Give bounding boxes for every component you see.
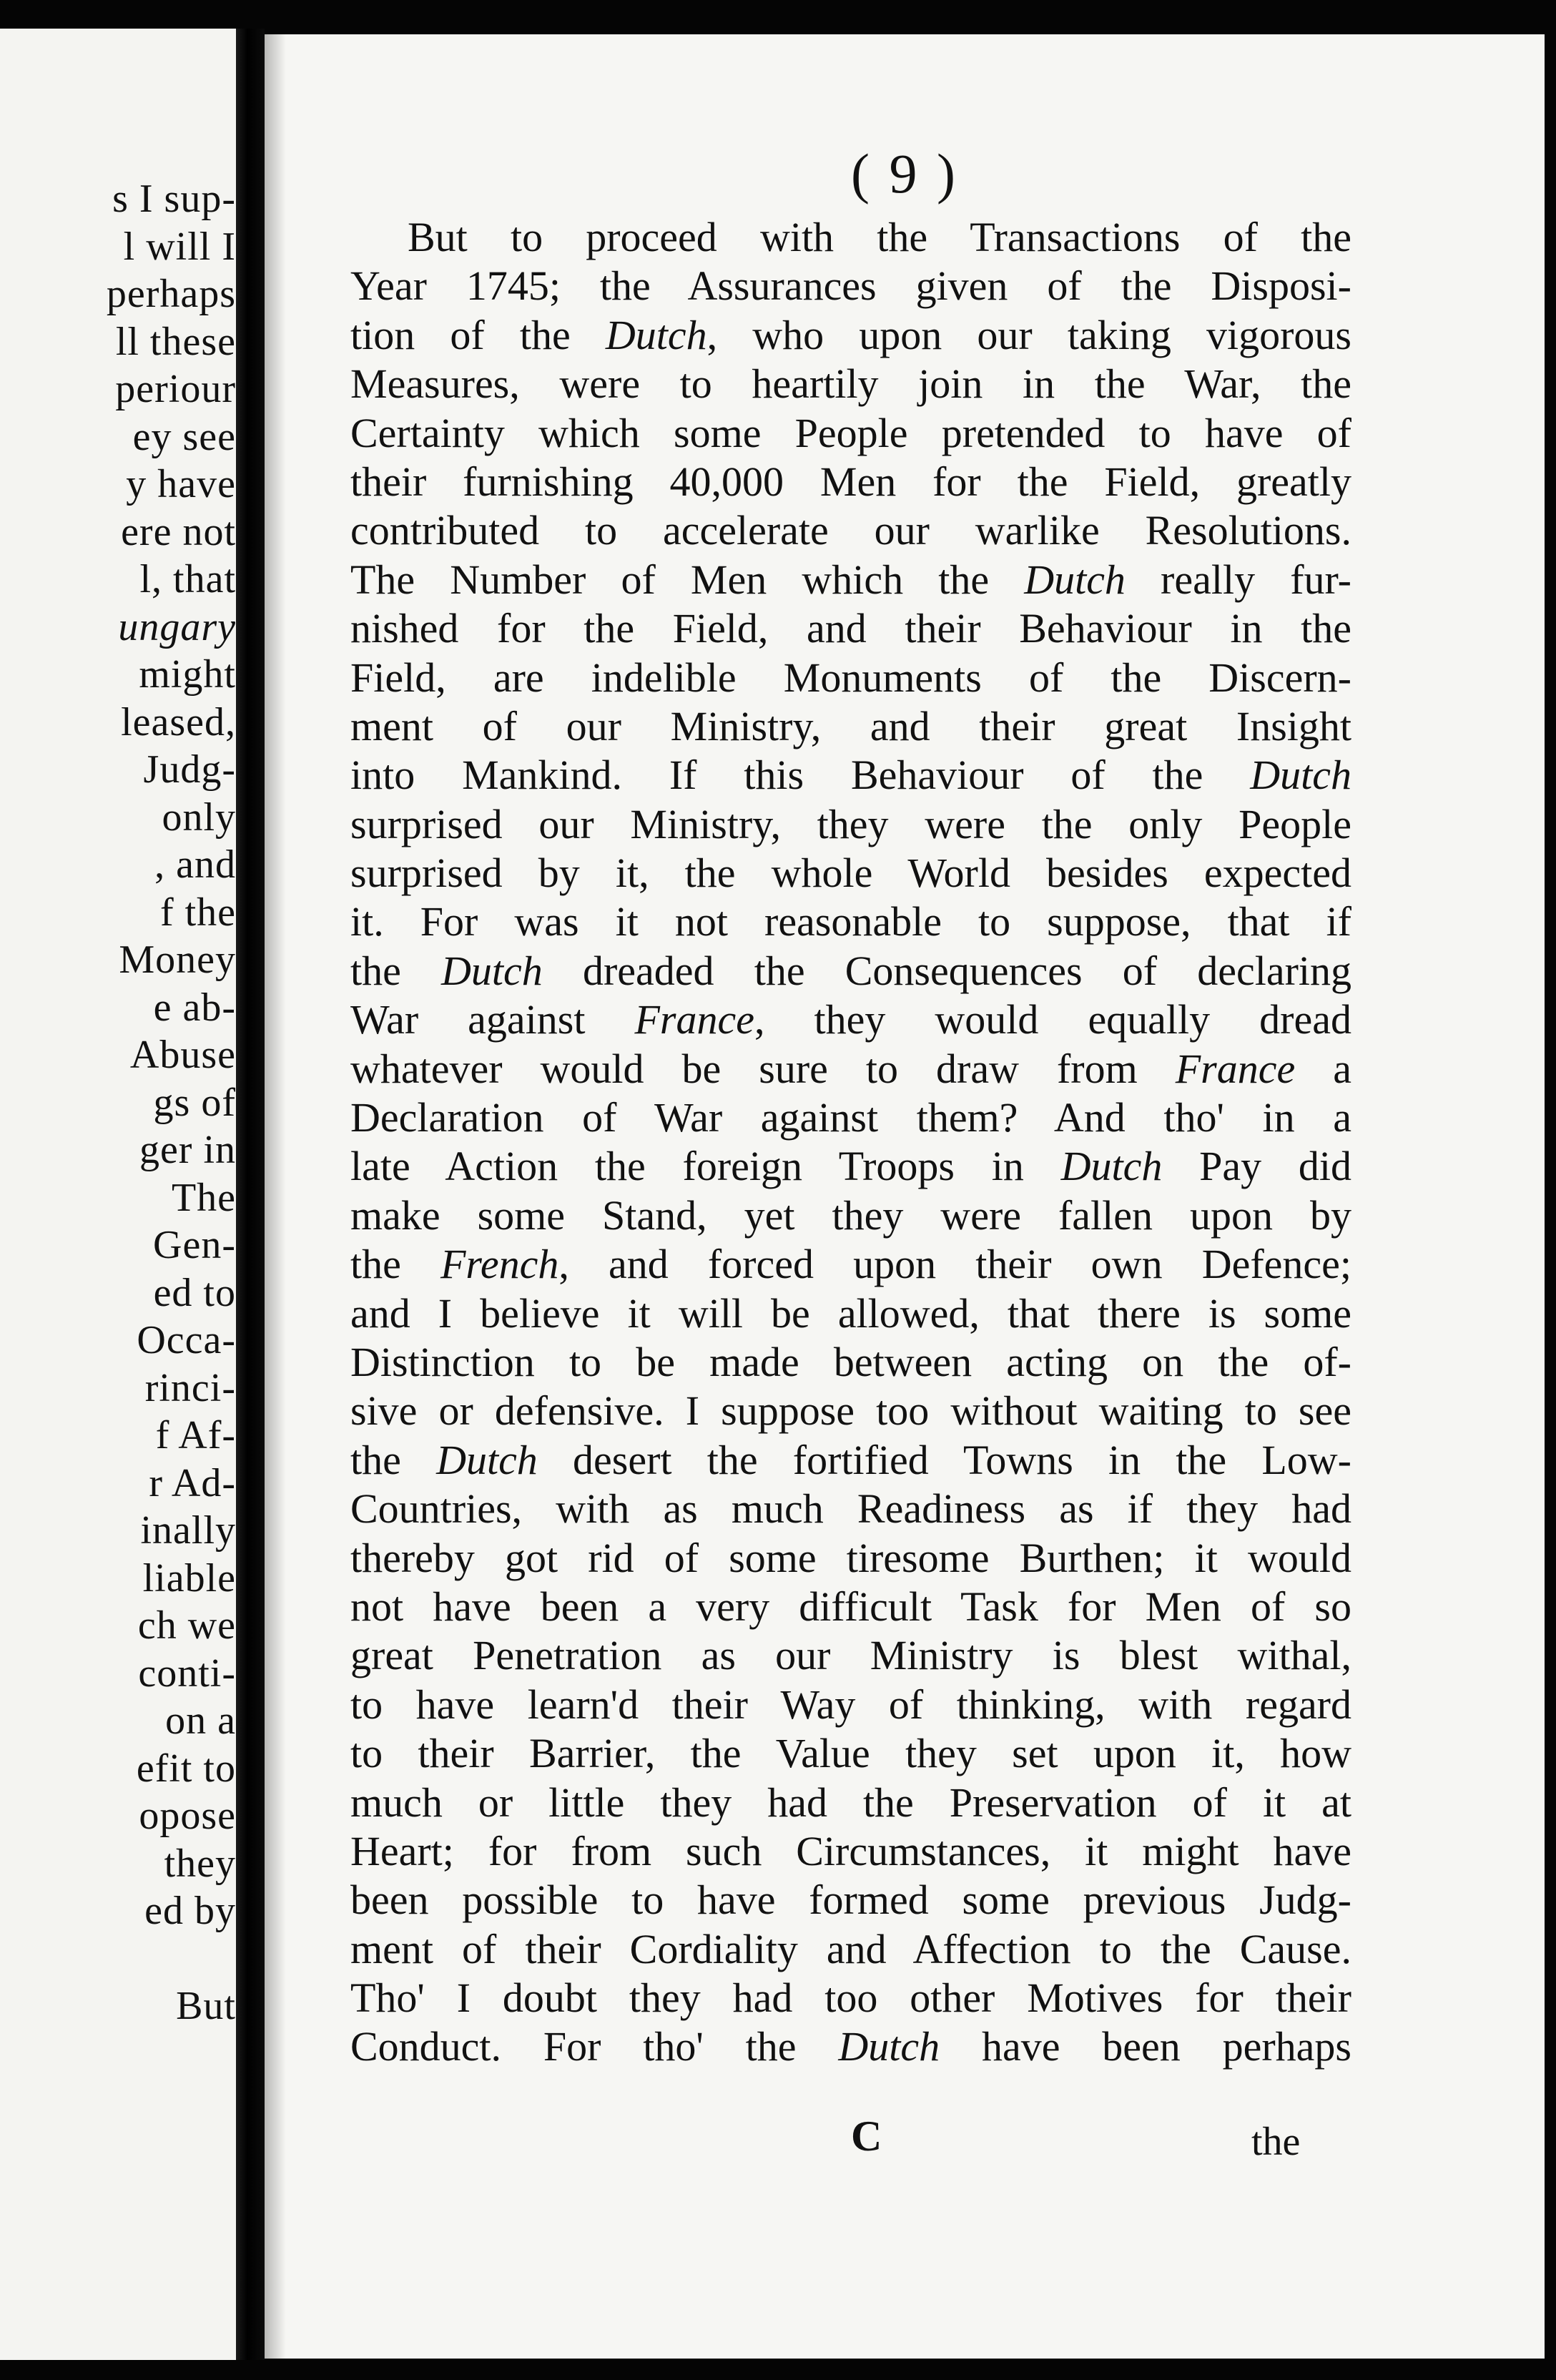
left-page-line: f Af- [155,1413,236,1457]
left-page-line: e ab- [153,985,236,1030]
body-line: Conduct. For tho' the Dutch have been perhaps [350,2023,1351,2070]
body-line: the Dutch desert the fortified Towns in the Low- [350,1436,1351,1483]
body-line: Tho' I doubt they had too other Motives for their [350,1975,1351,2022]
body-line: to their Barrier, the Value they set upon it, how [350,1730,1351,1777]
left-page-line: conti- [138,1651,236,1696]
left-page-line: Judg- [143,747,236,792]
body-line: to have learn'd their Way of thinking, with regard [350,1681,1351,1728]
body-line: into Mankind. If this Behaviour of the Dutch [350,752,1351,799]
left-page-line: ger in [139,1128,236,1172]
left-page-line: opose [139,1794,236,1838]
left-page-line: Money [119,938,236,982]
body-line: their furnishing 40,000 Men for the Field, greatly [350,458,1351,505]
left-page-line: The [171,1175,236,1220]
body-line: thereby got rid of some tiresome Burthen; it would [350,1534,1351,1581]
left-page-line: they [164,1841,236,1886]
left-page-line: r Ad- [149,1460,236,1505]
left-page-line: But [176,1984,236,2028]
left-page-line: on a [165,1698,236,1743]
body-line: tion of the Dutch, who upon our taking vigorous [350,311,1351,358]
body-line: Field, are indelible Monuments of the Discern- [350,654,1351,701]
left-page-line: perhaps [106,272,236,316]
body-line: Declaration of War against them? And tho' in a [350,1094,1351,1141]
body-line: ment of their Cordiality and Affection to the Cause. [350,1925,1351,1972]
left-page-line: ere not [121,509,236,554]
left-page-line: only [162,795,236,840]
body-line: nished for the Field, and their Behaviour in the [350,605,1351,652]
left-page-line: Occa- [137,1318,236,1362]
page-number: ( 9 ) [851,142,958,205]
body-text [350,213,1351,2072]
body-line: great Penetration as our Ministry is blest withal, [350,1632,1351,1679]
body-line: it. For was it not reasonable to suppose, that if [350,898,1351,945]
body-line: been possible to have formed some previous Judg- [350,1877,1351,1924]
body-line: But to proceed with the Transactions of the [408,214,1351,260]
left-page-line: ungary [118,604,236,649]
body-line: sive or defensive. I suppose too without waiting to see [350,1387,1351,1435]
left-page-line: gs of [153,1080,236,1125]
signature-mark: C [851,2113,882,2160]
catchword: the [1251,2120,1301,2164]
body-line: make some Stand, yet they were fallen upon by [350,1191,1351,1239]
left-page-line: , and [154,842,236,887]
left-page-line: inally [140,1508,236,1553]
body-line: Distinction to be made between acting on the of- [350,1338,1351,1385]
left-page-line: ey see [132,414,236,459]
body-line: ment of our Ministry, and their great Insight [350,702,1351,749]
left-page-line: l, that [139,557,236,601]
book-gutter [236,29,265,2360]
left-page-fragment [0,29,236,2360]
left-page-line: y have [126,462,236,506]
left-page-line: ed to [153,1270,236,1315]
body-line: The Number of Men which the Dutch really fur- [350,556,1351,603]
body-line: much or little they had the Preservation of it at [350,1779,1351,1826]
body-line: Measures, were to heartily join in the War, the [350,360,1351,408]
body-line: whatever would be sure to draw from France a [350,1045,1351,1092]
left-page-line: efit to [136,1746,236,1791]
left-page-line: periour [115,367,236,411]
left-page-line: might [139,652,236,697]
left-page-line: liable [142,1555,236,1600]
body-line: contributed to accelerate our warlike Resolutions. [350,507,1351,554]
left-page-line: s I sup- [112,177,236,221]
body-line: Countries, with as much Readiness as if they had [350,1485,1351,1533]
body-line: Heart; for from such Circumstances, it might have [350,1827,1351,1874]
left-page-line: rinci- [144,1365,236,1410]
left-page-line: l will I [123,224,236,269]
body-line: Year 1745; the Assurances given of the Disposi- [350,262,1351,310]
left-page-line: ed by [144,1889,236,1933]
body-line: and I believe it will be allowed, that there is some [350,1289,1351,1337]
body-line: the French, and forced upon their own Defence; [350,1241,1351,1288]
left-page-line: Gen- [153,1223,236,1267]
page-shadow [265,34,286,2359]
body-line: surprised by it, the whole World besides expected [350,850,1351,897]
body-line: War against France, they would equally dread [350,996,1351,1043]
body-line: the Dutch dreaded the Consequences of declaring [350,947,1351,994]
left-page-line: f the [159,890,236,935]
body-line: late Action the foreign Troops in Dutch Pay did [350,1143,1351,1190]
body-line: not have been a very difficult Task for Men of so [350,1583,1351,1630]
body-line: surprised our Ministry, they were the only People [350,800,1351,847]
left-page-line: Abuse [129,1033,236,1077]
left-page-line: leased, [121,699,236,744]
body-line: Certainty which some People pretended to have of [350,409,1351,456]
right-page [265,34,1545,2359]
left-page-line: ll these [115,319,236,364]
left-page-line: ch we [137,1603,236,1648]
